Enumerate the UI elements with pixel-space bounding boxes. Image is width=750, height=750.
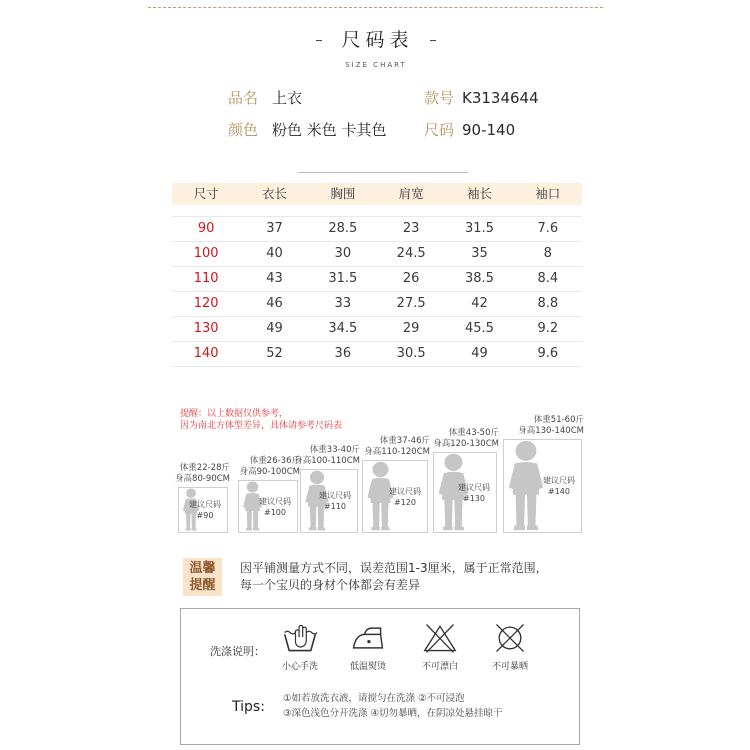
table-header-cell: 衣长 [261, 186, 287, 201]
recommended-size [254, 496, 296, 518]
care-label: 低温熨烫 [349, 662, 386, 672]
reminder-line: 因为南北方体型差异，具体请参考尺码表 [180, 421, 343, 431]
table-cell: 30.5 [396, 346, 426, 361]
care-item-low-heat-iron [338, 621, 398, 673]
recommended-size-label: 建议尺码 [458, 482, 490, 492]
height-range: 身高80-90CM [175, 474, 230, 484]
size-guide-measurements [494, 415, 584, 437]
recommended-size-value: #90 [196, 511, 214, 520]
size-guide-box [178, 487, 228, 533]
table-cell: 7.6 [537, 221, 559, 236]
table-cell: 31.5 [465, 221, 494, 236]
table-row [172, 342, 582, 367]
weight-range: 体重37-46斤 [379, 436, 430, 446]
notice-text [240, 560, 548, 594]
table-row [172, 217, 582, 242]
notice-line: 每一个宝贝的身材个体都会有差异 [240, 578, 421, 592]
table-body [172, 216, 582, 367]
recommended-size-value: #100 [264, 507, 286, 517]
recommended-size-value: #110 [324, 502, 346, 511]
care-label: 不可暴晒 [491, 662, 528, 672]
low-heat-iron-icon [350, 621, 386, 655]
tips-line: ①如若放洗衣液，请搅匀在洗涤 ②不可浸泡 [283, 693, 465, 704]
care-label: 不可漂白 [421, 662, 458, 672]
size-guide-box [503, 439, 582, 533]
care-instructions-panel [180, 608, 580, 745]
size-cell: 90 [197, 221, 215, 236]
table-cell: 31.5 [328, 271, 358, 286]
notice-line: 因平铺测量方式不同，误差范围1-3厘米，属于正常范围， [240, 561, 548, 575]
height-range: 身高130-140CM [518, 426, 584, 436]
weight-range: 体重26-36斤 [249, 456, 300, 466]
table-header-row [172, 183, 582, 205]
recommended-size-value: #130 [463, 493, 485, 503]
height-range: 身高120-130CM [433, 439, 499, 449]
hand-wash-icon [282, 621, 318, 655]
page-subtitle: SIZE CHART [345, 61, 407, 69]
care-item-hand-wash [270, 621, 330, 673]
table-cell: 8 [543, 246, 552, 261]
table-header-cell: 肩宽 [398, 186, 424, 201]
top-dotted-rule [148, 7, 603, 8]
table-cell: 26 [402, 271, 420, 286]
weight-range: 体重43-50斤 [448, 428, 499, 438]
table-cell: 49 [471, 346, 488, 361]
product-name-value: 上衣 [272, 89, 303, 107]
height-range: 身高110-120CM [364, 447, 430, 457]
table-cell: 42 [471, 296, 488, 311]
size-guide-box [238, 480, 298, 533]
size-guide-box [300, 469, 358, 533]
height-range: 身高90-100CM [239, 467, 300, 477]
table-cell: 40 [266, 246, 283, 261]
product-size-value: 90-140 [462, 121, 516, 139]
recommended-size-label: 建议尺码 [319, 491, 351, 500]
notice-badge-line: 温馨 [189, 561, 216, 576]
tips-line: ③深色浅色分开洗涤 ④切勿暴晒，在阴凉处悬挂晾干 [283, 708, 503, 719]
table-header-cell: 袖口 [535, 186, 561, 201]
tips-text [283, 691, 503, 721]
weight-range: 体重33-40斤 [309, 445, 360, 455]
table-cell: 34.5 [328, 321, 358, 336]
table-cell: 49 [266, 321, 283, 336]
table-cell: 43 [266, 271, 283, 286]
page-title: 尺码表 [341, 29, 414, 51]
size-guide-box [433, 452, 497, 533]
weight-range: 体重22-28斤 [179, 463, 230, 473]
recommended-size-value: #120 [394, 497, 416, 507]
product-code-value: K3134644 [462, 89, 539, 107]
care-label: 小心手洗 [281, 662, 318, 672]
size-cell: 130 [193, 321, 219, 336]
product-name-label: 品名 [228, 89, 259, 107]
table-cell: 45.5 [465, 321, 494, 336]
reminder-note [180, 408, 342, 432]
table-header-cell: 袖长 [466, 186, 492, 201]
product-code-label: 款号 [424, 89, 455, 107]
recommended-size-label: 建议尺码 [389, 486, 421, 496]
tips-label: Tips: [232, 699, 265, 715]
table-cell: 27.5 [396, 296, 426, 311]
size-guide-box [362, 460, 428, 533]
size-guide-measurements [409, 428, 499, 450]
product-color-label: 颜色 [228, 121, 259, 139]
table-cell: 46 [266, 296, 283, 311]
table-cell: 8.8 [537, 296, 559, 311]
table-cell: 9.6 [537, 346, 559, 361]
table-cell: 8.4 [537, 271, 559, 286]
no-bleach-icon [422, 621, 458, 655]
recommended-size-label: 建议尺码 [189, 500, 221, 509]
product-color-value: 粉色 米色 卡其色 [272, 121, 387, 139]
recommended-size-label: 建议尺码 [259, 496, 291, 506]
recommended-size-value: #140 [548, 487, 570, 496]
table-cell: 35 [471, 246, 488, 261]
table-header-cell: 胸围 [330, 186, 356, 201]
table-cell: 38.5 [465, 271, 494, 286]
table-cell: 33 [334, 296, 352, 311]
product-size-label: 尺码 [424, 121, 455, 139]
table-cell: 30 [334, 246, 352, 261]
recommended-size [384, 486, 426, 508]
height-range: 身高100-110CM [294, 456, 360, 466]
size-cell: 110 [193, 271, 219, 286]
weight-range: 体重51-60斤 [533, 415, 584, 425]
reminder-line: 提醒：以上数据仅供参考， [180, 409, 289, 419]
table-row [172, 292, 582, 317]
notice-badge [183, 558, 222, 596]
table-cell: 23 [402, 221, 420, 236]
table-row [172, 317, 582, 342]
care-title: 洗涤说明： [210, 645, 265, 658]
table-header-cell: 尺寸 [193, 186, 219, 201]
table-cell: 36 [334, 346, 352, 361]
size-cell: 120 [193, 296, 219, 311]
notice-badge-line: 提醒 [189, 578, 216, 593]
recommended-size [538, 475, 580, 497]
table-cell: 29 [402, 321, 420, 336]
table-cell: 28.5 [328, 221, 358, 236]
size-table [172, 183, 582, 367]
recommended-size-label: 建议尺码 [543, 476, 575, 485]
table-row [172, 267, 582, 292]
recommended-size [314, 490, 356, 512]
recommended-size [453, 482, 495, 504]
info-divider [298, 172, 468, 173]
table-row [172, 242, 582, 267]
care-item-no-bleach [410, 621, 470, 673]
table-cell: 37 [266, 221, 283, 236]
size-cell: 100 [193, 246, 219, 261]
title-dash-right [430, 40, 436, 41]
table-cell: 9.2 [537, 321, 559, 336]
no-sun-drying-icon [492, 621, 528, 655]
size-cell: 140 [193, 346, 219, 361]
care-item-no-sun-drying [480, 621, 540, 673]
table-cell: 24.5 [396, 246, 426, 261]
recommended-size [184, 499, 226, 521]
table-cell: 52 [266, 346, 283, 361]
